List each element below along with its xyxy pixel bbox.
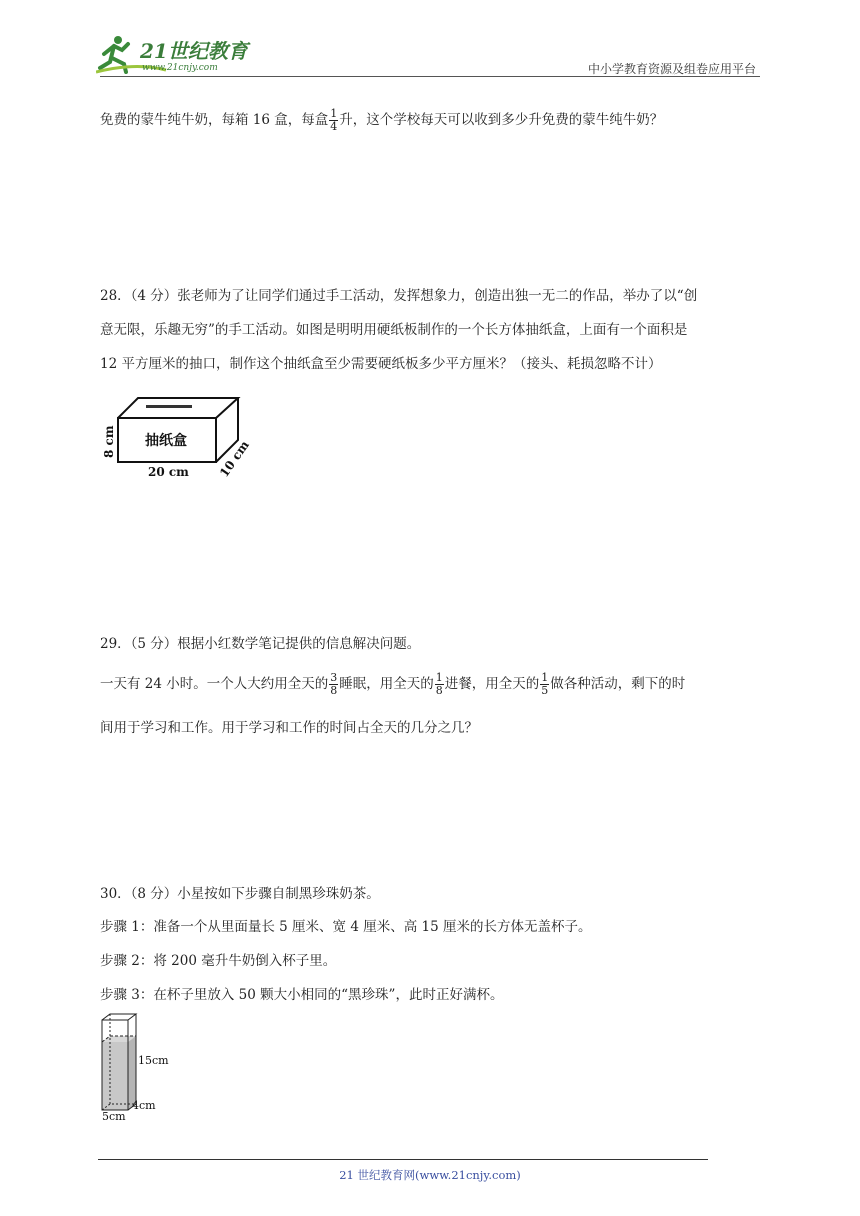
cup-width-label: 4cm bbox=[132, 1099, 156, 1112]
box-height-label: 8 cm bbox=[102, 425, 116, 458]
site-name: 中小学教育资源及组卷应用平台 bbox=[587, 62, 756, 76]
tissue-box-figure bbox=[100, 388, 260, 480]
q28-line-1: 28．（4 分）张老师为了让同学们通过手工活动，发挥想象力，创造出独一无二的作品，举办了以“创 bbox=[100, 288, 698, 304]
cup-length-label: 5cm bbox=[102, 1110, 126, 1122]
box-label: 抽纸盒 bbox=[145, 433, 187, 449]
q29-frac3-den: 5 bbox=[541, 684, 549, 697]
q29-line-3: 间用于学习和工作。用于学习和工作的时间占全天的几分之几？ bbox=[100, 720, 478, 736]
logo-main-text: 21世纪教育 bbox=[140, 39, 248, 63]
q29-text-b: 睡眠，用全天的 bbox=[339, 676, 434, 692]
q29-frac2-den: 8 bbox=[435, 684, 443, 697]
q29-text-a: 一天有 24 小时。一个人大约用全天的 bbox=[100, 676, 329, 692]
box-width-label: 10 cm bbox=[216, 438, 252, 480]
cup-height-label: 15cm bbox=[138, 1054, 169, 1067]
q29-fraction-sleep bbox=[329, 672, 338, 697]
q27-frac-num: 1 bbox=[330, 107, 338, 120]
footer-text[interactable]: 21 世纪教育网(www.21cnjy.com) bbox=[339, 1168, 521, 1182]
footer-divider bbox=[98, 1159, 708, 1160]
q29-frac2-num: 1 bbox=[435, 671, 443, 684]
q30-step-3: 步骤 3：在杯子里放入 50 颗大小相同的“黑珍珠”，此时正好满杯。 bbox=[100, 987, 504, 1003]
cup-liquid bbox=[102, 1042, 128, 1110]
q27-frac-den: 4 bbox=[330, 120, 338, 133]
q28-line-2: 意无限，乐趣无穷”的手工活动。如图是明明用硬纸板制作的一个长方体抽纸盒，上面有一个面积是 bbox=[100, 322, 688, 338]
q29-fraction-activity bbox=[540, 672, 549, 697]
q29-text-c: 进餐，用全天的 bbox=[444, 676, 540, 692]
cup-top-edge bbox=[102, 1014, 136, 1020]
q29-frac1-num: 3 bbox=[330, 671, 338, 684]
box-length-label: 20 cm bbox=[148, 465, 189, 479]
site-logo bbox=[96, 32, 256, 74]
q29-line-1: 29．（5 分）根据小红数学笔记提供的信息解决问题。 bbox=[100, 636, 421, 652]
q30-step-1: 步骤 1：准备一个从里面量长 5 厘米、宽 4 厘米、高 15 厘米的长方体无盖杯子。 bbox=[100, 919, 592, 935]
q28-line-3: 12 平方厘米的抽口，制作这个抽纸盒至少需要硬纸板多少平方厘米？（接头、耗损忽略不计） bbox=[100, 356, 662, 372]
q27-text-suffix: 升，这个学校每天可以收到多少升免费的蒙牛纯牛奶？ bbox=[339, 112, 664, 128]
header-divider bbox=[100, 76, 760, 77]
q29-text-d: 做各种活动，剩下的时 bbox=[550, 676, 686, 692]
logo-sub-text: www.21cnjy.com bbox=[142, 63, 218, 73]
q27-line bbox=[100, 108, 663, 133]
q30-line-1: 30．（8 分）小星按如下步骤自制黑珍珠奶茶。 bbox=[100, 886, 380, 902]
q30-step-2: 步骤 2：将 200 毫升牛奶倒入杯子里。 bbox=[100, 953, 337, 969]
box-opening bbox=[146, 405, 192, 408]
q29-frac3-num: 1 bbox=[541, 671, 549, 684]
q29-line-2 bbox=[100, 672, 685, 697]
q27-fraction bbox=[329, 108, 338, 133]
cup-figure bbox=[98, 1010, 188, 1122]
q27-text-prefix: 免费的蒙牛纯牛奶，每箱 16 盒，每盒 bbox=[100, 112, 329, 128]
q29-fraction-meal bbox=[435, 672, 444, 697]
q29-frac1-den: 8 bbox=[330, 684, 338, 697]
